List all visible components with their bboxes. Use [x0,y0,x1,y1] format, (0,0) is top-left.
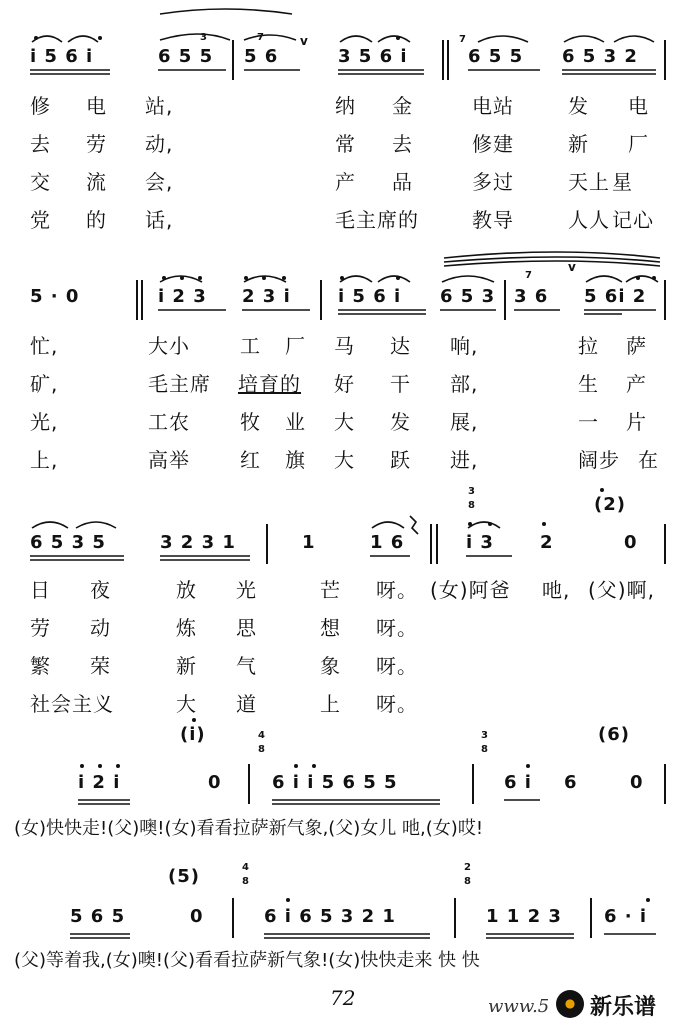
barline [664,764,666,804]
notes-s3-m1b: 3 2 3 1 [160,532,236,553]
notes-s1-m4: 3 5 6 i [338,46,408,67]
notes-s2-m4b: 5 6i 2 [584,286,647,307]
notes-s5-m4: 6 · i [604,906,648,927]
barline [442,40,444,80]
paren-note: (i) [180,724,206,745]
barline [141,280,143,320]
barline [454,898,456,938]
barline [266,524,268,564]
lyric-s4: (女)快快走!(父)噢!(女)看看拉萨新气象,(父)女儿 吔,(女)哎! [14,818,484,839]
grace-note: 3 [200,32,207,43]
notes-s5-m1b: 0 [190,906,204,927]
notes-s2-m4a: 3 6 [514,286,549,307]
barline [664,280,666,320]
paren-note: (5) [168,866,200,887]
notes-s4-m1a: i 2 i [78,772,121,793]
notes-s2-m3b: 6 5 3 [440,286,496,307]
notes-s4-m3c: 0 [630,772,644,793]
notes-s4-m2: 6 i i 5 6 5 5 [272,772,398,793]
notes-s3-m2b: 1 6 [370,532,405,553]
grace-note: 7 [257,32,264,43]
notes-s4-m3a: 6 i [504,772,532,793]
notes-s1-m5: 6 5 5 [468,46,524,67]
breath-mark: v [568,260,576,274]
time-sig-top: 2 [464,862,471,873]
notes-s1-m2a: 6 5 5 [158,46,214,67]
time-sig-bottom: 8 [464,876,471,887]
notes-s4-m3b: 6 [564,772,578,793]
watermark-brand: 新乐谱 [590,995,657,1020]
notes-s3-m3c: 0 [624,532,638,553]
disc-icon [556,990,584,1018]
page-number: 72 [330,986,356,1010]
barline [136,280,138,320]
barline [436,524,438,564]
notes-s2-m2a: i 2 3 [158,286,207,307]
time-sig-bottom: 8 [481,744,488,755]
notes-s2-m3a: i 5 6 i [338,286,402,307]
barline [320,280,322,320]
notes-s5-m2: 6 i 6 5 3 2 1 [264,906,396,927]
time-sig-bottom: 8 [242,876,249,887]
notes-s5-m1a: 5 6 5 [70,906,126,927]
barline [504,280,506,320]
notes-s3-m1a: 6 5 3 5 [30,532,106,553]
barline [664,40,666,80]
barline [430,524,432,564]
barline [248,764,250,804]
paren-note: (6) [598,724,630,745]
paren-note: (2) [594,494,626,515]
grace-note: 7 [525,270,532,281]
barline [232,898,234,938]
barline [664,524,666,564]
grace-note: 7 [459,34,466,45]
notes-s3-m2a: 1 [302,532,316,553]
barline [472,764,474,804]
lyric-s5: (父)等着我,(女)噢!(父)看看拉萨新气象!(女)快快走来 快 快 [14,950,480,971]
time-sig-bottom: 8 [468,500,475,511]
barline [447,40,449,80]
breath-mark: v [300,34,308,48]
notes-s2-m1: 5 · 0 [30,286,80,307]
barline [232,40,234,80]
time-sig-top: 3 [468,486,475,497]
time-sig-top: 3 [481,730,488,741]
notes-s5-m3: 1 1 2 3 [486,906,562,927]
time-sig-bottom: 8 [258,744,265,755]
notes-s1-m1: i 5 6 i [30,46,94,67]
time-sig-top: 4 [242,862,249,873]
notes-s3-m3b: 2 [540,532,554,553]
notes-s3-m3a: i 3 [466,532,494,553]
notes-s1-m3: 5 6 [244,46,279,67]
notes-s2-m2b: 2 3 i [242,286,291,307]
watermark-url: www.5 [488,996,550,1017]
notes-s1-m6: 6 5 3 2 [562,46,638,67]
barline [590,898,592,938]
time-sig-top: 4 [258,730,265,741]
notes-s4-m1b: 0 [208,772,222,793]
